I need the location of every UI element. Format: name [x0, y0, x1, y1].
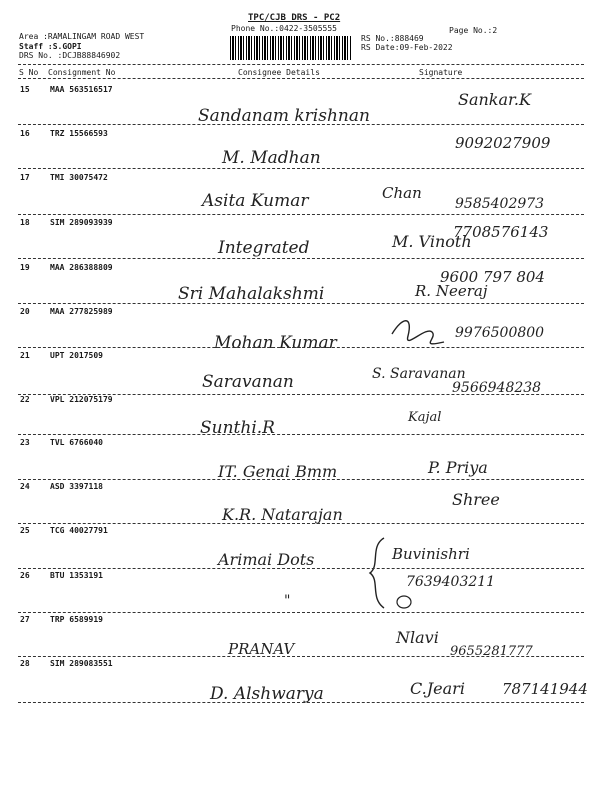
row-consignment: TVL 6766040: [50, 438, 103, 447]
column-header-sno: S No: [19, 68, 39, 77]
row-consignment: MAA 277825989: [50, 307, 113, 316]
row-sno: 22: [20, 395, 30, 404]
row-sno: 17: [20, 173, 30, 182]
row-divider: [18, 303, 584, 304]
row-signature: S. Saravanan: [372, 366, 466, 382]
row-phone: 9600 797 804: [440, 268, 545, 286]
column-header-signature: Signature: [419, 68, 463, 77]
row-phone: 7708576143: [453, 223, 549, 241]
row-consignee: Sandanam krishnan: [198, 106, 370, 126]
row-consignment: SIM 289093939: [50, 218, 113, 227]
row-phone: 9976500800: [455, 325, 545, 341]
row-sno: 19: [20, 263, 30, 272]
row-divider: [18, 168, 584, 169]
row-sno: 18: [20, 218, 30, 227]
row-consignment: TRP 6589919: [50, 615, 103, 624]
row-sno: 23: [20, 438, 30, 447]
row-consignee: Mohan Kumar: [214, 333, 337, 353]
drs-number: DRS No. :DCJB88846902: [19, 51, 121, 60]
row-signature: P. Priya: [428, 458, 488, 477]
row-consignee: Asita Kumar: [202, 191, 309, 211]
row-divider: [18, 214, 584, 215]
row-divider: [18, 347, 584, 348]
column-header-consignment: Consignment No: [48, 68, 116, 77]
row-consignment: UPT 2017509: [50, 351, 103, 360]
row-signature: Buvinishri: [392, 545, 470, 563]
rs-number: RS No.:888469: [361, 34, 424, 43]
row-divider: [18, 702, 584, 703]
row-consignee: PRANAV: [228, 640, 295, 658]
row-consignee: Sunthi.R: [200, 418, 275, 438]
row-signature: Nlavi: [396, 628, 439, 647]
row-signature: C.Jeari: [410, 679, 465, 698]
row-phone: 7639403211: [406, 574, 496, 590]
rs-date: RS Date:09-Feb-2022: [361, 43, 453, 52]
brace-mark: [366, 536, 388, 610]
row-signature: R. Neeraj: [415, 282, 488, 300]
row-signature: Shree: [452, 490, 500, 509]
divider: [18, 78, 584, 79]
row-phone: 9566948238: [452, 380, 542, 396]
row-sno: 24: [20, 482, 30, 491]
row-divider: [18, 258, 584, 259]
row-consignment: MAA 563516517: [50, 85, 113, 94]
row-consignee: M. Madhan: [222, 148, 321, 168]
row-signature: Chan: [382, 184, 422, 202]
row-sno: 16: [20, 129, 30, 138]
row-consignee: D. Alshwarya: [210, 684, 324, 704]
row-consignment: ASD 3397118: [50, 482, 103, 491]
row-divider: [18, 479, 584, 480]
row-phone: 9092027909: [455, 134, 551, 152]
row-phone: 9585402973: [455, 196, 545, 212]
row-sno: 28: [20, 659, 30, 668]
barcode: [230, 36, 352, 60]
row-signature: Sankar.K: [458, 90, 531, 109]
row-consignment: VPL 212075179: [50, 395, 113, 404]
document-title: TPC/CJB DRS - PC2: [248, 13, 341, 23]
row-consignment: TRZ 15566593: [50, 129, 108, 138]
row-consignment: TMI 30075472: [50, 173, 108, 182]
row-sno: 25: [20, 526, 30, 535]
row-consignment: SIM 289083551: [50, 659, 113, 668]
row-divider: [18, 612, 584, 613]
row-sno: 20: [20, 307, 30, 316]
divider: [18, 64, 584, 65]
row-divider: [18, 656, 584, 657]
column-header-consignee: Consignee Details: [238, 68, 320, 77]
row-consignment: MAA 286388809: [50, 263, 113, 272]
staff-label: Staff :S.GOPI: [19, 42, 82, 51]
row-consignment: BTU 1353191: [50, 571, 103, 580]
signature-scribble: [388, 314, 448, 354]
row-sno: 21: [20, 351, 30, 360]
row-sno: 26: [20, 571, 30, 580]
row-consignee: Sri Mahalakshmi: [178, 284, 325, 304]
row-sno: 27: [20, 615, 30, 624]
row-consignment: TCG 40027791: [50, 526, 108, 535]
row-divider: [18, 568, 584, 569]
row-sno: 15: [20, 85, 30, 94]
row-consignee: Saravanan: [202, 372, 294, 392]
circled-mark: [395, 594, 413, 610]
row-consignee: K.R. Natarajan: [222, 505, 343, 524]
row-divider: [18, 523, 584, 524]
row-consignee: Arimai Dots: [218, 550, 315, 569]
row-phone: 787141944: [502, 680, 588, 698]
page-number: Page No.:2: [449, 26, 498, 35]
row-phone: 9655281777: [450, 644, 533, 659]
phone-number: Phone No.:0422-3505555: [231, 24, 337, 33]
area-label: Area :RAMALINGAM ROAD WEST: [19, 32, 145, 41]
row-divider: [18, 124, 584, 125]
row-consignee: IT. Genai Bmm: [218, 462, 338, 481]
row-signature: M. Vinoth: [392, 232, 472, 251]
row-consignee: ": [284, 593, 291, 609]
row-divider: [18, 434, 584, 435]
row-consignee: Integrated: [218, 238, 310, 258]
row-signature: Kajal: [408, 410, 442, 425]
